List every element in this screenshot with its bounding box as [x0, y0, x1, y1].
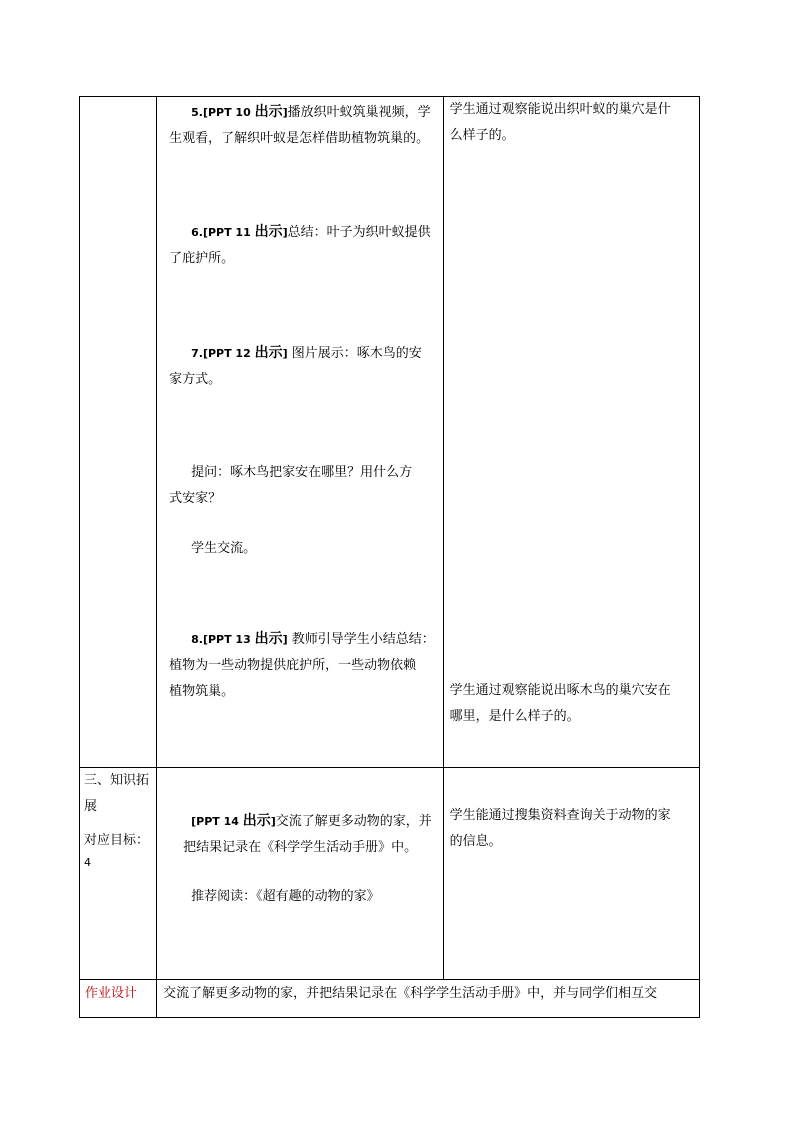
activity-paragraph: [PPT 14 出示]交流了解更多动物的家，并 把结果记录在《科学学生活动手册》中。 — [183, 813, 432, 855]
activity-paragraph: 学生交流。 — [191, 541, 257, 556]
activity-paragraph: 7.[PPT 12 出示] 图片展示：啄木鸟的安 家方式。 — [169, 345, 422, 387]
student-paragraph: 学生通过观察能说出织叶蚁的巢穴是什 么样子的。 — [449, 102, 671, 143]
table-row — [80, 980, 700, 1018]
table-row — [80, 768, 700, 980]
stage-label-cell — [80, 97, 157, 768]
stage-label: 三、知识拓 展 — [84, 773, 150, 814]
student-activity-cell — [443, 97, 699, 768]
activity-paragraph: 6.[PPT 11 出示]总结：叶子为织叶蚁提供 了庇护所。 — [169, 224, 431, 266]
homework-label: 作业设计 — [85, 986, 138, 1001]
teacher-activity-cell — [157, 768, 443, 980]
lesson-plan-table — [79, 96, 700, 1018]
activity-paragraph: 推荐阅读：《超有趣的动物的家》 — [191, 889, 380, 904]
homework-content-cell — [157, 980, 700, 1018]
activity-paragraph: 提问：啄木鸟把家安在哪里？用什么方 式安家？ — [169, 465, 413, 506]
homework-label-cell — [80, 980, 157, 1018]
activity-paragraph: 8.[PPT 13 出示] 教师引导学生小结总结： 植物为一些动物提供庇护所，一些动物依赖 植物筑巢。 — [169, 631, 435, 699]
homework-text: 交流了解更多动物的家，并把结果记录在《科学学生活动手册》中，并与同学们相互交 — [163, 986, 658, 1001]
student-activity-cell — [443, 768, 699, 980]
student-paragraph: 学生能通过搜集资料查询关于动物的家 的信息。 — [449, 808, 671, 849]
activity-paragraph: 5.[PPT 10 出示]播放织叶蚁筑巢视频，学 生观看，了解织叶蚁是怎样借助植物筑巢的。 — [169, 104, 431, 146]
table-row — [80, 97, 700, 768]
target-label: 对应目标： 4 — [84, 833, 150, 869]
teacher-activity-cell — [157, 97, 443, 768]
student-paragraph: 学生通过观察能说出啄木鸟的巢穴安在 哪里，是什么样子的。 — [449, 683, 671, 724]
stage-label-cell — [80, 768, 157, 980]
